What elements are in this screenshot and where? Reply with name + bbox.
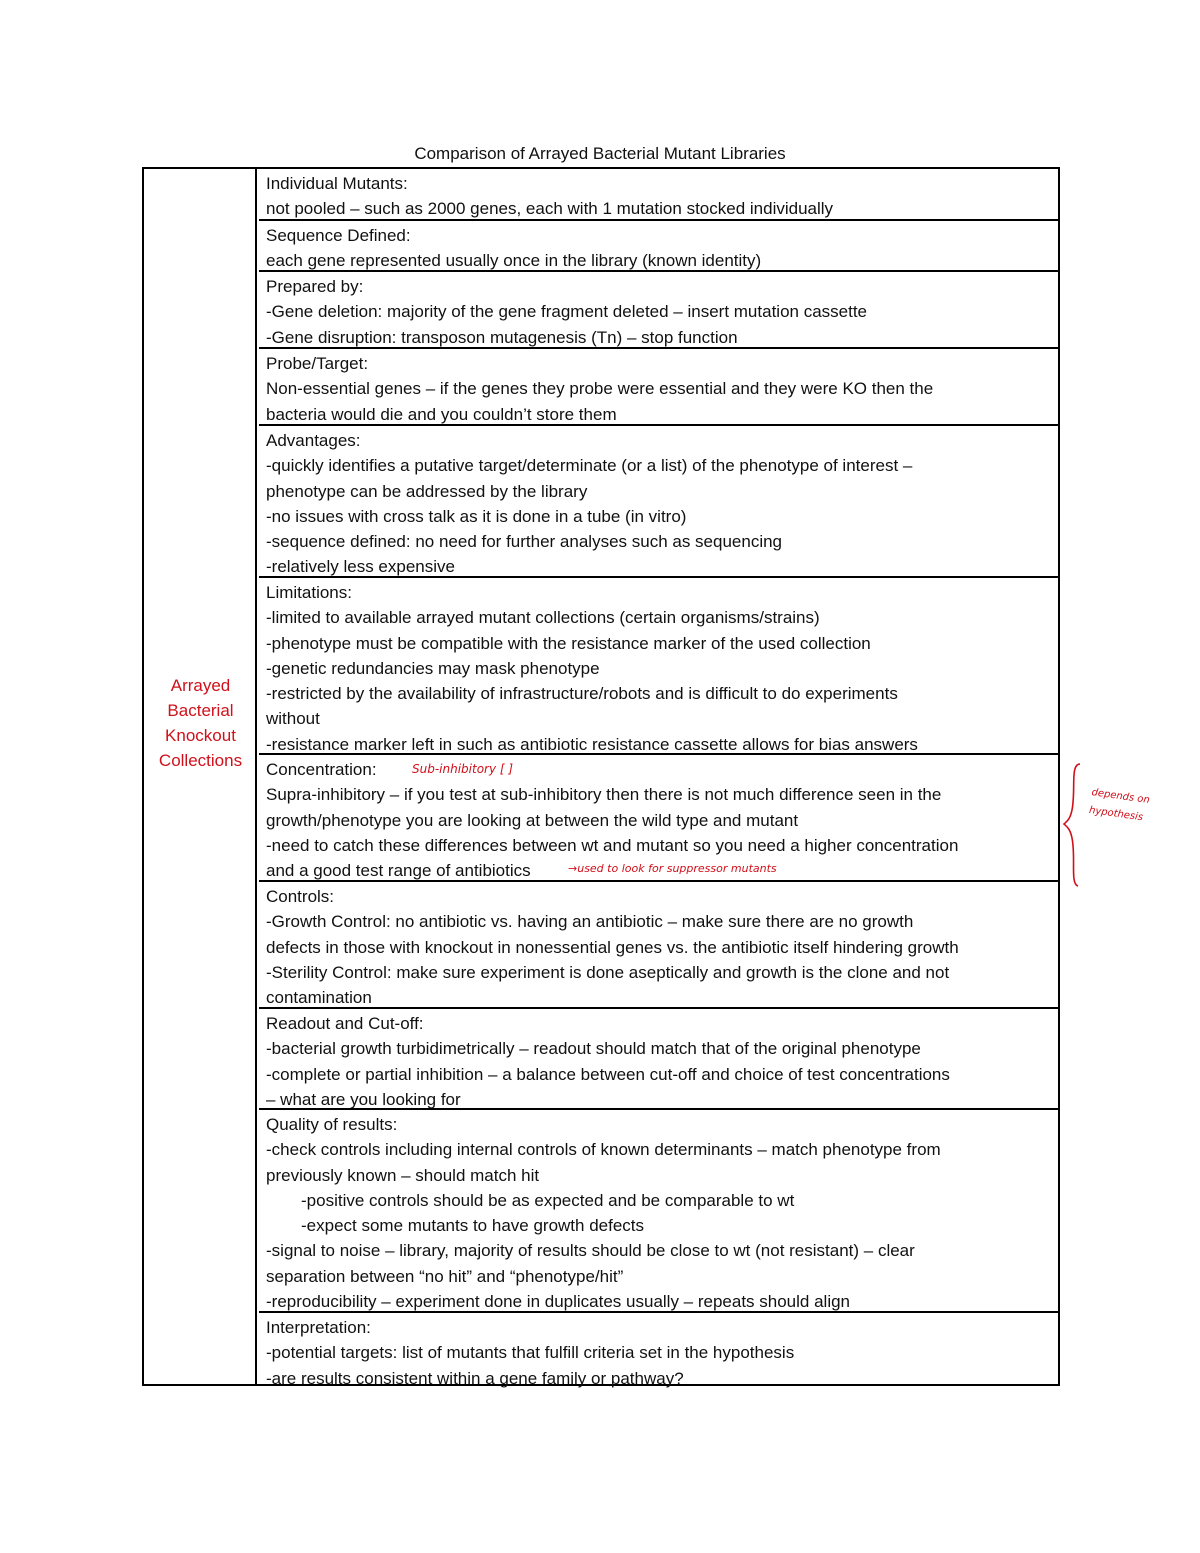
row-text: each gene represented usually once in the library (known identity) <box>266 251 762 271</box>
row-text: growth/phenotype you are looking at between the wild type and mutant <box>266 810 799 830</box>
row-text: -resistance marker left in such as antibiotic resistance cassette allows for bias answers <box>266 734 918 754</box>
row-heading: Limitations: <box>266 583 352 602</box>
row-text: -limited to available arrayed mutant collections (certain organisms/strains) <box>266 608 820 628</box>
row-text: -reproducibility – experiment done in duplicates usually – repeats should align <box>266 1292 851 1312</box>
row-text: -phenotype must be compatible with the resistance marker of the used collection <box>266 633 871 653</box>
row-text: -restricted by the availability of infrastructure/robots and is difficult to do experiments <box>266 684 898 704</box>
row-heading: Quality of results: <box>266 1115 398 1134</box>
row-text: -Sterility Control: make sure experiment is done aseptically and growth is the clone and not <box>266 962 950 982</box>
row-text: and a good test range of antibiotics <box>266 861 531 881</box>
row-text: -complete or partial inhibition – a balance between cut-off and choice of test concentrations <box>266 1064 950 1084</box>
row-text: previously known – should match hit <box>266 1165 540 1185</box>
row-heading: Concentration: <box>266 760 377 779</box>
handwritten-note-suppressor: →used to look for suppressor mutants <box>568 862 777 875</box>
row-text: -Growth Control: no antibiotic vs. having an antibiotic – make sure there are no growth <box>266 912 914 932</box>
handwritten-note-depends: depends on hypothesis <box>1088 787 1151 824</box>
row-text: Non-essential genes – if the genes they probe were essential and they were KO then the <box>266 379 934 399</box>
row-text: -sequence defined: no need for further analyses such as sequencing <box>266 532 783 552</box>
row-limitations <box>259 576 1058 753</box>
row-text: – what are you looking for <box>266 1089 461 1109</box>
row-text: -no issues with cross talk as it is done in a tube (in vitro) <box>266 506 687 526</box>
row-interpretation <box>259 1311 1058 1388</box>
row-text: separation between “no hit” and “phenotype/hit” <box>266 1266 624 1286</box>
row-text: -potential targets: list of mutants that fulfill criteria set in the hypothesis <box>266 1343 795 1363</box>
row-heading: Probe/Target: <box>266 354 369 373</box>
row-text: without <box>266 709 320 729</box>
row-text: Supra-inhibitory – if you test at sub-inhibitory then there is not much difference seen in the <box>266 785 942 805</box>
category-label: Arrayed Bacterial Knockout Collections <box>158 676 243 770</box>
row-text: bacteria would die and you couldn’t store them <box>266 404 617 424</box>
handwritten-note-sub-inhibitory: Sub-inhibitory [ ] <box>412 762 514 776</box>
row-prepared-by <box>259 270 1058 347</box>
row-text: -bacterial growth turbidimetrically – readout should match that of the original phenotype <box>266 1039 921 1059</box>
row-quality-of-results <box>259 1108 1058 1311</box>
row-text: -are results consistent within a gene family or pathway? <box>266 1368 684 1388</box>
row-heading: Sequence Defined: <box>266 226 411 245</box>
row-heading: Controls: <box>266 887 335 906</box>
row-text: -positive controls should be as expected and be comparable to wt <box>301 1190 795 1210</box>
row-text: -need to catch these differences between wt and mutant so you need a higher concentration <box>266 835 959 855</box>
row-advantages <box>259 424 1058 576</box>
row-individual-mutants <box>259 169 1058 219</box>
row-text: -check controls including internal controls of known determinants – match phenotype from <box>266 1140 941 1160</box>
row-text: -relatively less expensive <box>266 557 455 577</box>
row-text: -expect some mutants to have growth defects <box>301 1216 645 1236</box>
row-text: -Gene deletion: majority of the gene fragment deleted – insert mutation cassette <box>266 302 868 322</box>
row-heading: Prepared by: <box>266 277 364 296</box>
row-heading: Advantages: <box>266 431 361 450</box>
row-heading: Interpretation: <box>266 1318 371 1337</box>
row-text: -Gene disruption: transposon mutagenesis (Tn) – stop function <box>266 327 738 347</box>
row-readout-cutoff <box>259 1007 1058 1108</box>
row-controls <box>259 880 1058 1007</box>
row-heading: Readout and Cut-off: <box>266 1014 424 1033</box>
row-text: not pooled – such as 2000 genes, each with 1 mutation stocked individually <box>266 199 834 219</box>
row-text: contamination <box>266 988 372 1008</box>
curly-brace-icon <box>1062 760 1086 890</box>
comparison-table <box>142 167 1060 1386</box>
row-probe-target <box>259 347 1058 424</box>
row-text: -signal to noise – library, majority of results should be close to wt (not resistant) – clear <box>266 1241 915 1261</box>
row-text: defects in those with knockout in nonessential genes vs. the antibiotic itself hindering growth <box>266 937 959 957</box>
category-cell <box>144 169 257 1384</box>
row-text: -quickly identifies a putative target/determinate (or a list) of the phenotype of interest – <box>266 456 913 476</box>
row-concentration <box>259 753 1058 880</box>
row-heading: Individual Mutants: <box>266 174 408 193</box>
row-sequence-defined <box>259 219 1058 270</box>
row-text: phenotype can be addressed by the library <box>266 481 588 501</box>
page-title: Comparison of Arrayed Bacterial Mutant Libraries <box>414 144 786 163</box>
row-text: -genetic redundancies may mask phenotype <box>266 658 600 678</box>
